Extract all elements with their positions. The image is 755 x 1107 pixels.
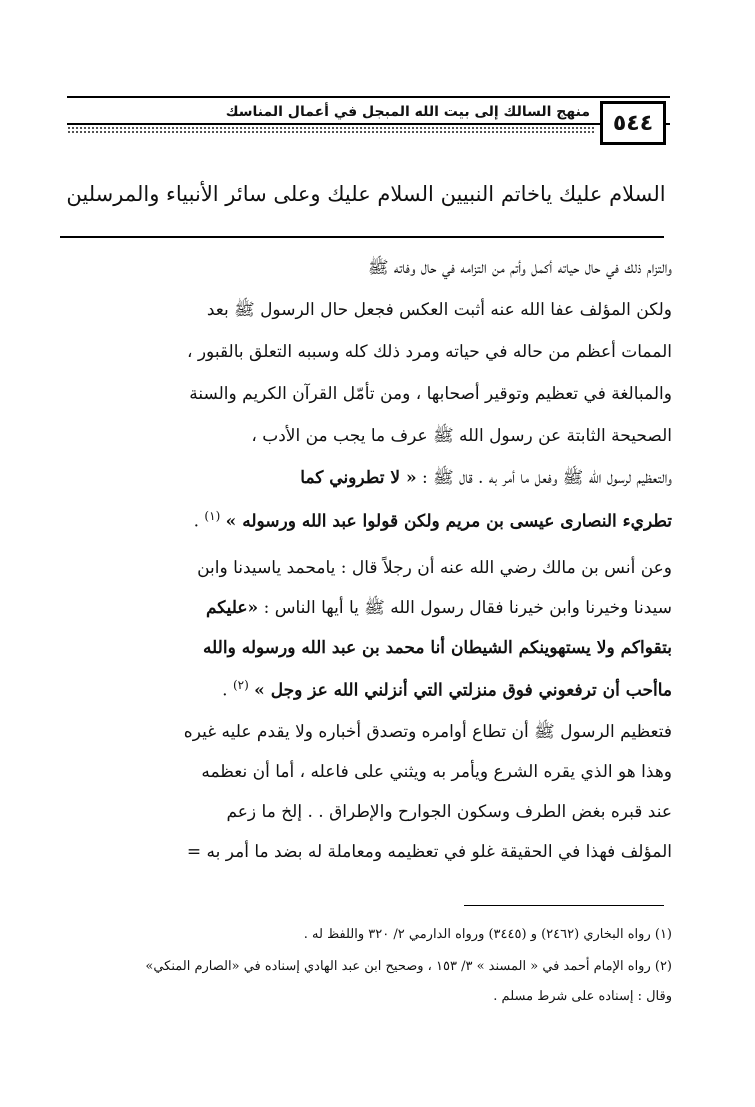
body-line: فتعظيم الرسول ﷺ أن تطاع أوامره وتصدق أخباره ولا يقدم عليه غيره [183, 722, 672, 742]
body-text: . [222, 680, 233, 701]
body-line [60, 588, 672, 628]
body-text: سيدنا وخيرنا وابن خيرنا فقال رسول الله ﷺ يا أيها الناس : [258, 598, 672, 618]
footnote-marker: (٢) [232, 678, 249, 692]
page-number: ٥٤٤ [600, 101, 666, 145]
footnote-rule [464, 905, 664, 906]
body-line: وهذا هو الذي يقره الشرع ويأمر به ويثني على فاعله ، أما أن نعظمه [201, 762, 672, 782]
body-text: والتعظيم لرسول الله ﷺ وفعل ما أمر به . قال ﷺ : [416, 468, 672, 488]
header-top-rule [67, 96, 670, 98]
footnote-2: (٢) رواه الإمام أحمد في « المسند » ٣/ ١٥٣ ، وصحيح ابن عبد الهادي إسناده في «الصارم المنكي» [145, 959, 672, 974]
body-line: وعن أنس بن مالك رضي الله عنه أن رجلاً قال : يامحمد ياسيدنا وابن [197, 558, 672, 578]
footnote-2-continued: وقال : إسناده على شرط مسلم . [493, 989, 672, 1004]
body-line [60, 458, 672, 498]
body-line [60, 496, 672, 536]
body-line [60, 665, 672, 705]
body-line: ولكن المؤلف عفا الله عنه أثبت العكس فجعل حال الرسول ﷺ بعد [206, 300, 672, 320]
body-line: والتزام ذلك في حال حياته أكمل وأتم من التزامه في حال وفاته ﷺ [367, 258, 672, 278]
salutation-heading: السلام عليك ياخاتم النبيين السلام عليك وعلى سائر الأنبياء والمرسلين [66, 182, 666, 206]
body-line: عند قبره بغض الطرف وسكون الجوارح والإطراق . . إلخ ما زعم [226, 802, 672, 822]
footnote-marker: (١) [204, 509, 221, 523]
section-rule [60, 236, 664, 238]
header-dotted-band [67, 126, 595, 133]
body-line: الممات أعظم من حاله في حياته ومرد ذلك كله وسببه التعلق بالقبور ، [186, 342, 672, 362]
body-text: . [193, 511, 205, 532]
hadith-quote: «عليكم [205, 598, 259, 618]
hadith-quote: « لا تطروني كما [300, 468, 417, 488]
hadith-quote: ماأحب أن ترفعوني فوق منزلتي التي أنزلني الله عز وجل » [254, 680, 672, 701]
body-line: والمبالغة في تعظيم وتوقير أصحابها ، ومن تأمّل القرآن الكريم والسنة [189, 384, 672, 404]
hadith-quote: تطريء النصارى عيسى بن مريم ولكن قولوا عبد الله ورسوله » [225, 511, 672, 532]
running-title: منهج السالك إلى بيت الله المبجل في أعمال المناسك [225, 104, 590, 120]
hadith-quote: بتقواكم ولا يستهوينكم الشيطان أنا محمد بن عبد الله ورسوله والله [202, 638, 672, 658]
header-bottom-rule [67, 123, 670, 125]
footnote-1: (١) رواه البخاري (٢٤٦٢) و (٣٤٤٥) ورواه الدارمي ٢/ ٣٢٠ واللفظ له . [303, 927, 672, 942]
body-line: الصحيحة الثابتة عن رسول الله ﷺ عرف ما يجب من الأدب ، [251, 426, 672, 446]
body-line: المؤلف فهذا في الحقيقة غلو في تعظيمه ومعاملة له بضد ما أمر به = [186, 842, 672, 862]
body-line [60, 628, 672, 668]
